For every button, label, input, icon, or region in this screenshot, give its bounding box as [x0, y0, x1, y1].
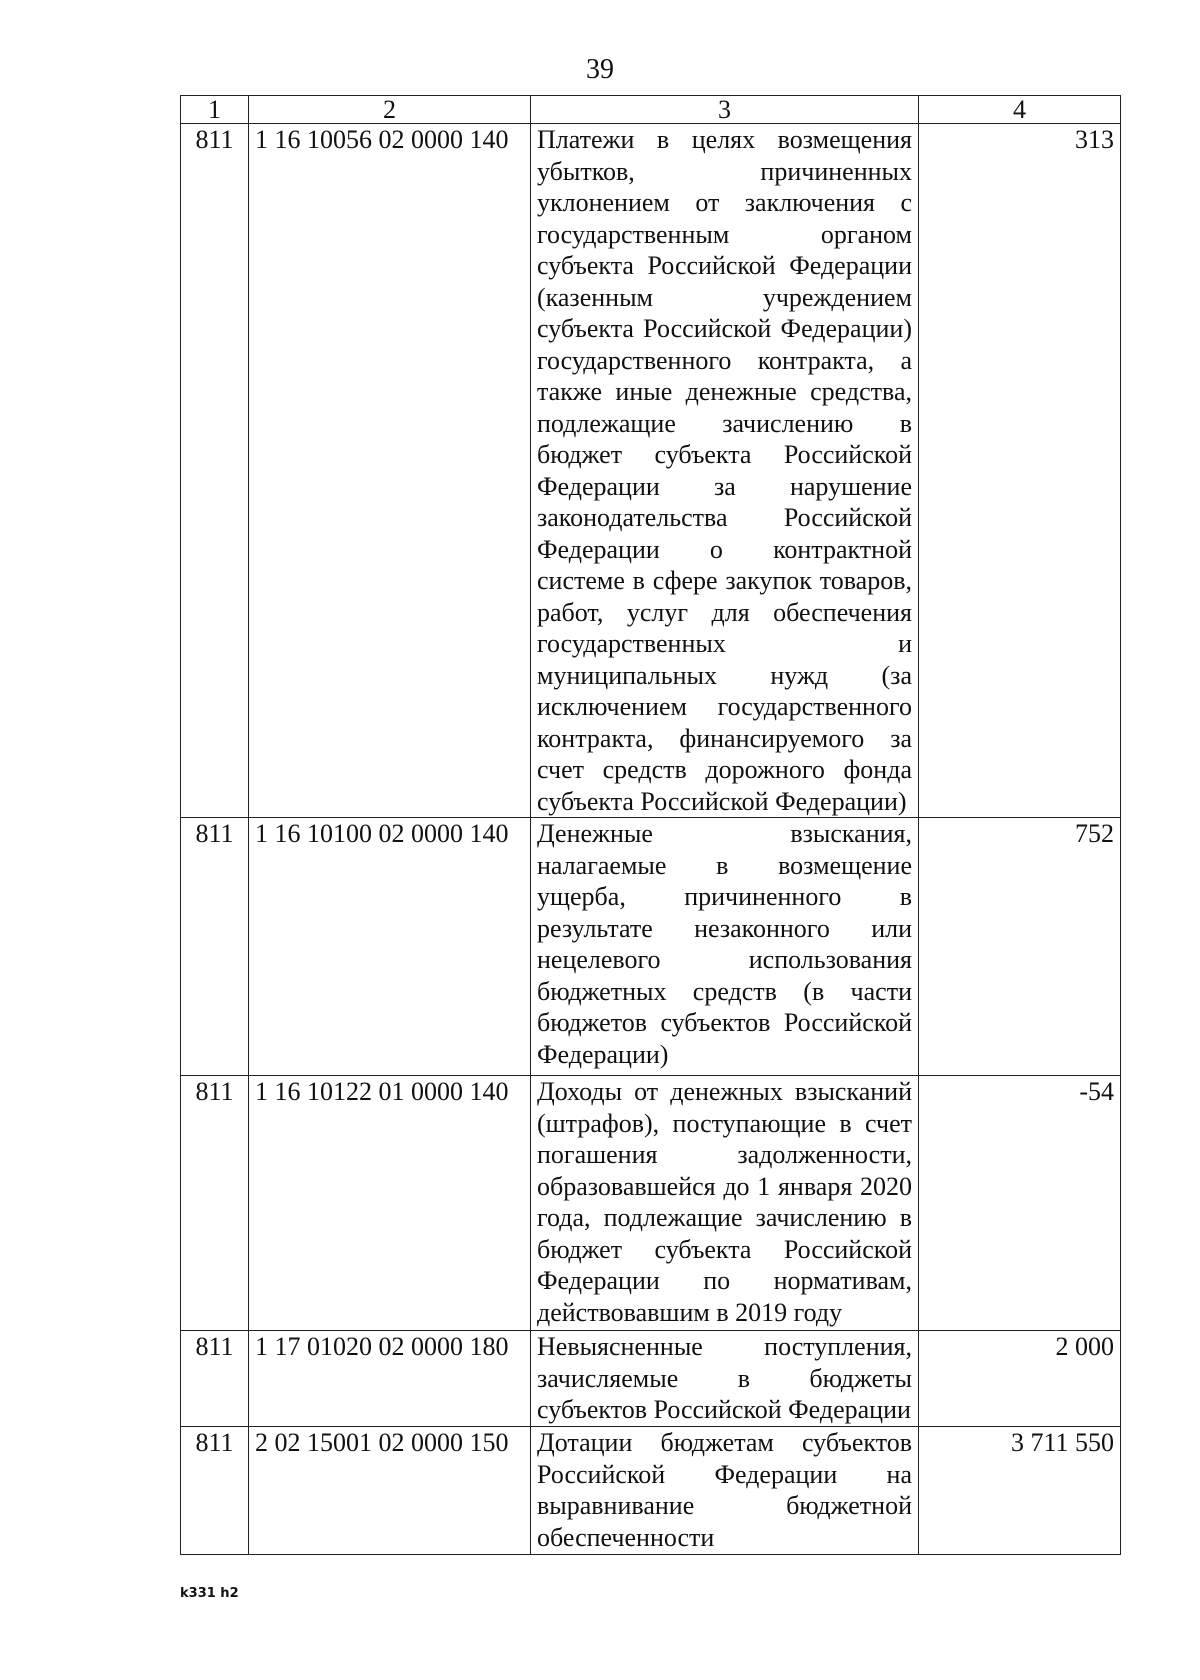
admin-code-cell: 811 [181, 1076, 249, 1331]
admin-code-cell: 811 [181, 1331, 249, 1427]
table-row [181, 124, 1121, 818]
amount-cell: -54 [919, 1076, 1121, 1331]
revenue-table [180, 95, 1121, 1555]
amount-cell: 2 000 [919, 1331, 1121, 1427]
income-name-cell: Невыясненные поступления, зачисляемые в бюджеты субъектов Российской Федерации [531, 1331, 919, 1427]
budget-code-cell: 1 17 01020 02 0000 180 [249, 1331, 531, 1427]
amount-cell: 752 [919, 818, 1121, 1076]
table-row [181, 818, 1121, 1076]
page-number: 39 [586, 54, 614, 85]
income-name-cell: Доходы от денежных взысканий (штрафов), поступающие в счет погашения задолженности, образовавшейся до 1 января 2020 года, подлежащие зачислению в бюджет субъекта Российской Федерации по нормативам, действовавшим в 2019 году [531, 1076, 919, 1331]
column-header-4: 4 [919, 96, 1121, 124]
document-footer-code: k331 h2 [180, 1586, 239, 1601]
admin-code-cell: 811 [181, 124, 249, 818]
budget-code-cell: 2 02 15001 02 0000 150 [249, 1427, 531, 1555]
column-header-1: 1 [181, 96, 249, 124]
column-header-2: 2 [249, 96, 531, 124]
budget-code-cell: 1 16 10056 02 0000 140 [249, 124, 531, 818]
income-name-cell: Денежные взыскания, налагаемые в возмещение ущерба, причиненного в результате незаконного или нецелевого использования бюджетных средств (в части бюджетов субъектов Российской Федерации) [531, 818, 919, 1076]
admin-code-cell: 811 [181, 1427, 249, 1555]
amount-cell: 3 711 550 [919, 1427, 1121, 1555]
table-row [181, 1427, 1121, 1555]
income-name-cell: Дотации бюджетам субъектов Российской Федерации на выравнивание бюджетной обеспеченности [531, 1427, 919, 1555]
amount-cell: 313 [919, 124, 1121, 818]
budget-code-cell: 1 16 10100 02 0000 140 [249, 818, 531, 1076]
budget-code-cell: 1 16 10122 01 0000 140 [249, 1076, 531, 1331]
column-header-3: 3 [531, 96, 919, 124]
admin-code-cell: 811 [181, 818, 249, 1076]
income-name-cell: Платежи в целях возмещения убытков, причиненных уклонением от заключения с государственным органом субъекта Российской Федерации (казенным учреждением субъекта Российской Федерации) государственного контракта, а также иные денежные средства, подлежащие зачислению в бюджет субъекта Российской Федерации за нарушение законодательства Российской Федерации о контрактной системе в сфере закупок товаров, работ, услуг для обеспечения государственных и муниципальных нужд (за исключением государственного контракта, финансируемого за счет средств дорожного фонда субъекта Российской Федерации) [531, 124, 919, 818]
table-row [181, 1076, 1121, 1331]
table-header-row [181, 96, 1121, 124]
table-row [181, 1331, 1121, 1427]
